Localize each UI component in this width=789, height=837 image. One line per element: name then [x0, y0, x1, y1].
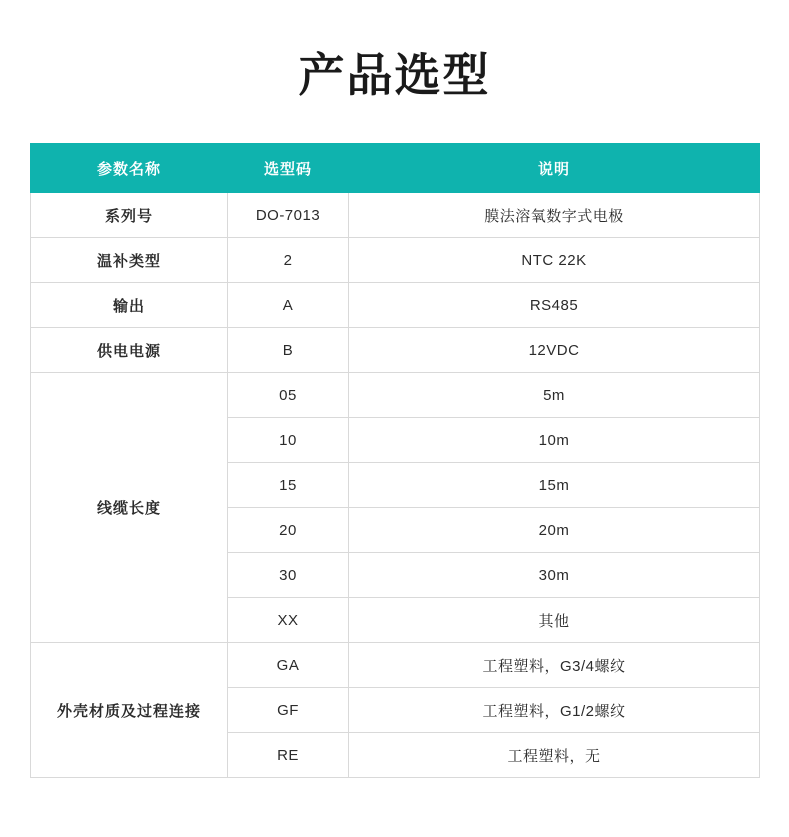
selection-code-cell: 20: [228, 508, 349, 553]
selection-code-cell: GF: [228, 688, 349, 733]
description-cell: RS485: [349, 283, 760, 328]
description-cell: 30m: [349, 553, 760, 598]
description-cell: 20m: [349, 508, 760, 553]
table-row: [31, 193, 760, 238]
selection-code-cell: 2: [228, 238, 349, 283]
selection-code-cell: GA: [228, 643, 349, 688]
parameter-name-cell: 温补类型: [31, 238, 228, 283]
selection-code-cell: 15: [228, 463, 349, 508]
description-cell: 工程塑料，G3/4螺纹: [349, 643, 760, 688]
selection-code-cell: 30: [228, 553, 349, 598]
table-header-row: [31, 144, 760, 193]
parameter-name-cell: 供电电源: [31, 328, 228, 373]
description-cell: 12VDC: [349, 328, 760, 373]
selection-code-cell: XX: [228, 598, 349, 643]
parameter-name-cell: 外壳材质及过程连接: [31, 643, 228, 778]
column-header-selection-code: 选型码: [228, 144, 349, 193]
column-header-parameter-name: 参数名称: [31, 144, 228, 193]
description-cell: 工程塑料，无: [349, 733, 760, 778]
table-row: [31, 328, 760, 373]
description-cell: 15m: [349, 463, 760, 508]
table-row: [31, 283, 760, 328]
parameter-name-cell: 系列号: [31, 193, 228, 238]
selection-code-cell: A: [228, 283, 349, 328]
table-row: [31, 643, 760, 688]
description-cell: 其他: [349, 598, 760, 643]
selection-code-cell: DO-7013: [228, 193, 349, 238]
description-cell: NTC 22K: [349, 238, 760, 283]
table-row: [31, 373, 760, 418]
parameter-name-cell: 输出: [31, 283, 228, 328]
parameter-name-cell: 线缆长度: [31, 373, 228, 643]
table-body: [31, 193, 760, 778]
selection-code-cell: RE: [228, 733, 349, 778]
description-cell: 膜法溶氧数字式电极: [349, 193, 760, 238]
description-cell: 5m: [349, 373, 760, 418]
selection-table-wrapper: [30, 143, 759, 778]
selection-code-cell: 05: [228, 373, 349, 418]
description-cell: 10m: [349, 418, 760, 463]
table-head: [31, 144, 760, 193]
description-cell: 工程塑料，G1/2螺纹: [349, 688, 760, 733]
column-header-description: 说明: [349, 144, 760, 193]
selection-code-cell: B: [228, 328, 349, 373]
selection-code-cell: 10: [228, 418, 349, 463]
page-title: 产品选型: [298, 48, 491, 102]
table-row: [31, 238, 760, 283]
selection-table: [30, 143, 760, 778]
